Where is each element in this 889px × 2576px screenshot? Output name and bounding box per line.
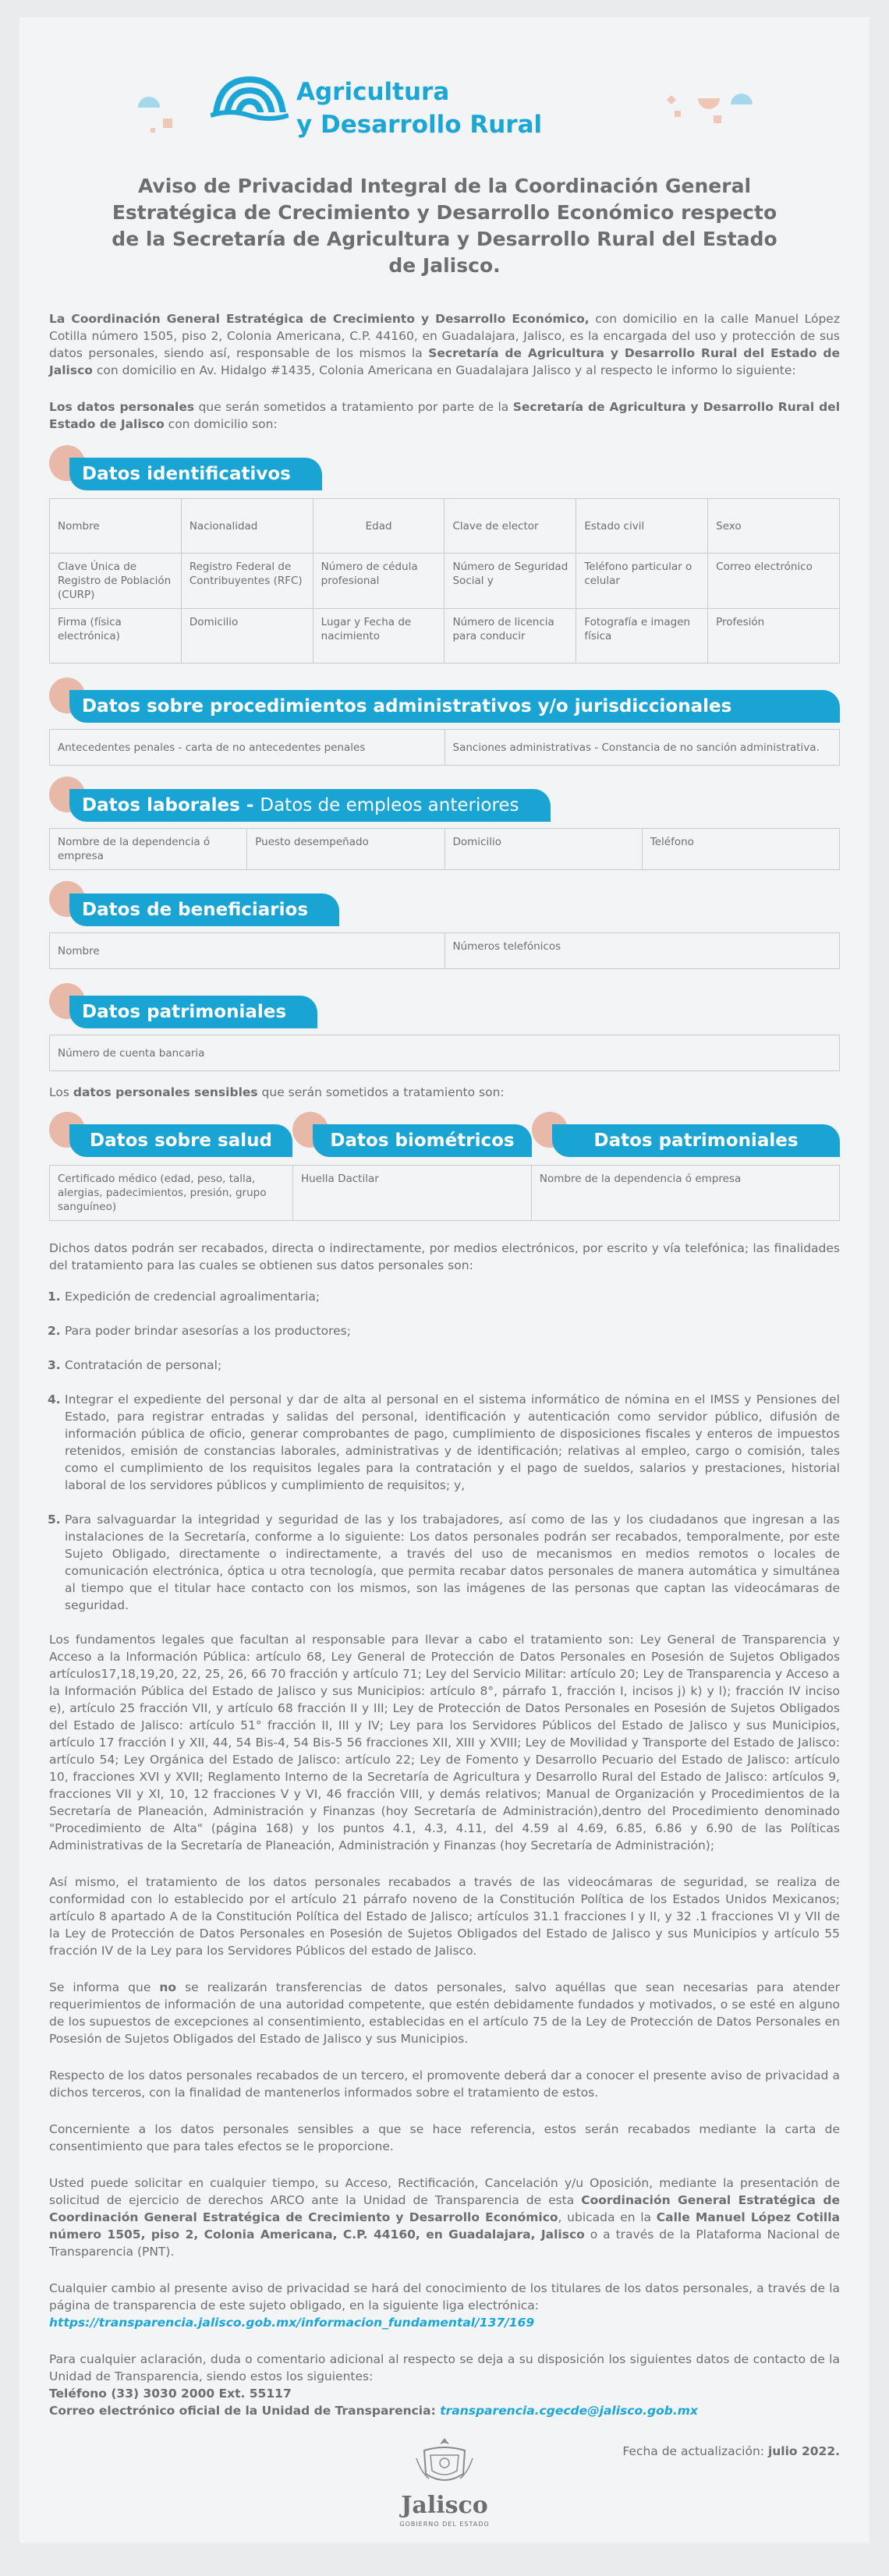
transferencias-text-1: Se informa que [49, 1980, 160, 1994]
decorative-shapes [136, 87, 183, 134]
datos-text-2: con domicilio son: [164, 417, 278, 431]
section-laborales [49, 777, 840, 870]
list-number: 4. [48, 1392, 61, 1407]
transferencias-bold: no [159, 1980, 177, 1994]
section-beneficiarios [49, 881, 840, 969]
table-cell: Nacionalidad [181, 499, 313, 554]
table-cell: Domicilio [444, 829, 642, 870]
laborales-table [49, 828, 840, 870]
table-cell: Lugar y Fecha de nacimiento [313, 609, 444, 663]
list-number: 5. [48, 1513, 61, 1527]
arco-text-1: Usted puede solicitar en cualquier tiempo, su Acceso, Rectificación, Cancelación y/u Oposición, mediante la presentación de solicitud de ejercicio de derechos ARCO ante la Unidad de Transparencia de esta [49, 2176, 840, 2207]
banner-patrimoniales-sensibles: Datos patrimoniales [552, 1124, 840, 1157]
list-item [49, 1511, 840, 1614]
transparencia-link[interactable]: https://transparencia.jalisco.gob.mx/informacion_fundamental/137/169 [49, 2316, 535, 2330]
banner-beneficiarios: Datos de beneficiarios [69, 893, 339, 926]
sensibles-text-1: Los [49, 1085, 73, 1099]
contacto-correo-label: Correo electrónico oficial de la Unidad de Transparencia: [49, 2404, 441, 2418]
list-item [49, 1322, 840, 1339]
banner-biometricos: Datos biométricos [313, 1124, 532, 1157]
finalidades-list [49, 1288, 840, 1614]
tercero-paragraph: Respecto de los datos personales recabados de un tercero, el promovente deberá dar a conocer el presente aviso de privacidad a dichos terceros, con la finalidad de mantenerlos informados sobre el tratamiento de estos. [49, 2068, 840, 2100]
intro-text-1: con domicilio en la calle Manuel López Cotilla número 1505, piso 2, Colonia Americana, C.P. 44160, en Guadalajara, Jalisco, es la encargada del uso y protección de sus datos personales, siendo así, responsable de los mismos la [49, 312, 840, 360]
fecha-label: Fecha de actualización: [622, 2444, 768, 2458]
list-item [49, 1288, 840, 1305]
banner-wrap [49, 1112, 292, 1159]
banner-wrap [532, 1112, 840, 1159]
header [19, 17, 870, 150]
table-cell: Nombre de la dependencia ó empresa [531, 1166, 839, 1221]
jalisco-crest-icon [413, 2435, 476, 2489]
arco-text-3: o a través de la Plataforma Nacional de Transparencia (PNT). [49, 2227, 840, 2259]
banner-wrap [49, 881, 840, 926]
table-cell: Edad [313, 499, 444, 554]
contacto-text: Para cualquier aclaración, duda o comentario adicional al respecto se deja a su disposición los siguientes datos de contacto de la Unidad de Transparencia, siendo estos los siguientes: [49, 2352, 840, 2383]
list-item [49, 1391, 840, 1494]
cambios-paragraph [49, 2280, 840, 2331]
secretaria-name: Secretaría de Agricultura y Desarrollo Rural del Estado de Jalisco [49, 346, 840, 377]
document-page [19, 17, 870, 2543]
org-name: La Coordinación General Estratégica de Crecimiento y Desarrollo Económico, [49, 312, 590, 326]
table-cell: Puesto desempeñado [247, 829, 444, 870]
sensibles-table [49, 1165, 840, 1221]
arco-paragraph [49, 2174, 840, 2260]
decorative-shapes [667, 84, 753, 139]
sensibles-intro [49, 1084, 840, 1101]
table-cell: Sanciones administrativas - Constancia de no sanción administrativa. [444, 730, 840, 766]
list-text: Integrar el expediente del personal y dar de alta al personal en el sistema informático de nómina en el IMSS y Pensiones del Estado, para registrar entradas y salidas del personal, identificación y autenticación como servidor público, difusión de información pública de oficio, generar comprobantes de pago, cumplimiento de disposiciones fiscales y enteros de impuestos retenidos, emisión de constancias laborales, administrativas y de identificación; relativas al empleo, cargo o comisión, tales como el cumplimiento de los requisitos legales para la contratación y el pago de sueldos, salarios y prestaciones, historial laboral de los servidores públicos y cumplimiento de requisitos; y, [65, 1392, 840, 1492]
jalisco-logo [19, 2435, 870, 2528]
table-cell: Estado civil [576, 499, 708, 554]
table-cell: Registro Federal de Contribuyentes (RFC) [181, 554, 313, 609]
table-cell: Número de cédula profesional [313, 554, 444, 609]
banner-identificativos: Datos identificativos [69, 458, 322, 490]
banner-wrap [49, 445, 840, 490]
beneficiarios-table [49, 932, 840, 969]
table-cell: Números telefónicos [444, 933, 840, 969]
list-text: Contratación de personal; [65, 1358, 222, 1372]
contacto-paragraph [49, 2351, 840, 2419]
arco-text-2: , ubicada en la [558, 2210, 657, 2224]
brand-line-2: y Desarrollo Rural [296, 111, 543, 139]
agricultura-logo-icon [211, 72, 289, 134]
banner-wrap [49, 678, 840, 723]
arco-bold-1: Coordinación General Estratégica de Coordinación General Estratégica de Crecimiento y Desarrollo Económico [49, 2193, 840, 2224]
table-cell: Clave Única de Registro de Población (CURP) [50, 554, 182, 609]
fundamentos-paragraph: Los fundamentos legales que facultan al responsable para llevar a cabo el tratamiento son: Ley General de Transparencia y Acceso a la Información Pública: artículo 68, Ley General de Protección de Datos Personales en Posesión de Sujetos Obligados artículos17,18,19,20, 22, 25, 26, 66 70 fracción y artículo 71; Ley del Servicio Militar: artículo 20; Ley de Transparencia y Acceso a la Información Pública del Estado de Jalisco y sus Municipios: artículo 8°, párrafo 1, fracción I, incisos j) k) y l); fracción IV inciso e), artículo 25 fracción VII, y artículo 68 fracción II y III; Ley de Protección de Datos Personales en Posesión de Sujetos Obligados del Estado de Jalisco: artículo 51° fracción II, III y IV; Ley para los Servidores Públicos del Estado de Jalisco y sus Municipios, artículo 17 fracción I y XII, 44, 54 Bis-4, 54 Bis-5 56 fracciones XII, XIII y XVIII; Ley de Movilidad y Transporte del Estado de Jalisco: artículo 54; Ley Orgánica del Estado de Jalisco: artículo 22; Ley de Fomento y Desarrollo Pecuario del Estado de Jalisco: artículo 10, fracciones XVI y XVII; Reglamento Interno de la Secretaría de Agricultura y Desarrollo Rural del Estado de Jalisco: artículos 9, fracciones VII y XI, 10, 12 fracciones V y VI, 46 fracción VIII, y demás relativos; Manual de Organización y Procedimientos de la Secretaría de Planeación, Administración y Finanzas (hoy Secretaría de Administración),dentro del Procedimiento denominado "Procedimiento de Alta" (página 168) y los puntos 4.1, 4.3, 4.11, del 4.59 al 4.69, 6.85, 6.86 y 6.90 de las Políticas Administrativas de la Secretaría de Planeación, Administración y Finanzas (hoy Secretaría de Administración); [49, 1633, 840, 1852]
list-item [49, 1357, 840, 1374]
table-cell: Certificado médico (edad, peso, talla, alergias, padecimientos, presión, grupo sanguíneo) [50, 1166, 293, 1221]
arco-bold-2: Calle Manuel López Cotilla número 1505, piso 2, Colonia Americana, C.P. 44160, en Guadalajara, Jalisco [49, 2210, 840, 2242]
intro-paragraph [49, 310, 840, 379]
list-number: 3. [48, 1358, 61, 1372]
banner-patrimoniales: Datos patrimoniales [69, 996, 317, 1028]
banner-wrap [49, 983, 840, 1028]
list-number: 1. [48, 1290, 61, 1304]
brand-name [296, 76, 542, 141]
contacto-telefono: Teléfono (33) 3030 2000 Ext. 55117 [49, 2387, 292, 2401]
correo-link[interactable]: transparencia.cgecde@jalisco.gob.mx [440, 2404, 698, 2418]
table-cell: Nombre [50, 499, 182, 554]
table-cell: Profesión [708, 609, 840, 663]
recabados-paragraph: Dichos datos podrán ser recabados, directa o indirectamente, por medios electrónicos, por escrito y vía telefónica; las finalidades del tratamiento para las cuales se obtienen sus datos personales son: [49, 1241, 840, 1272]
table-cell: Firma (física electrónica) [50, 609, 182, 663]
videocamaras-paragraph: Así mismo, el tratamiento de los datos personales recabados a través de las videocámaras de seguridad, se realiza de conformidad con lo establecido por el artículo 21 párrafo noveno de la Constitución Política de los Estados Unidos Mexicanos; artículo 8 apartado A de la Constitución Política del Estado de Jalisco; artículos 31.1 fracciones I y II, y 32 .1 fracciones VI y VII de la Ley de Protección de Datos Personales en Posesión de Sujetos Obligados del Estado de Jalisco y sus Municipios y artículo 55 fracción IV de la Ley para los Servidores Públicos del estado de Jalisco. [49, 1875, 840, 1958]
brand-line-1: Agricultura [296, 78, 450, 106]
banner-procedimientos: Datos sobre procedimientos administrativos y/o jurisdiccionales [69, 690, 840, 723]
identificativos-table [49, 498, 840, 663]
transferencias-text-2: se realizarán transferencias de datos personales, salvo aquéllas que sean necesarias para atender requerimientos de información de una autoridad competente, que estén debidamente fundados y motivados, o se esté en alguno de los supuestos de excepciones al consentimiento, establecidas en el artículo 75 de la Ley de Protección de Datos Personales en Posesión de Sujetos Obligados del Estado de Jalisco y sus Municipios. [49, 1980, 840, 2046]
table-cell: Teléfono [642, 829, 839, 870]
procedimientos-table [49, 729, 840, 766]
section-sensibles [49, 1112, 840, 1221]
banner-laborales [69, 789, 551, 822]
banner-laborales-bold: Datos laborales - [82, 795, 260, 816]
banner-salud: Datos sobre salud [69, 1124, 292, 1157]
patrimoniales-table [49, 1035, 840, 1071]
table-cell: Teléfono particular o celular [576, 554, 708, 609]
table-cell: Fotografía e imagen física [576, 609, 708, 663]
table-cell: Número de Seguridad Social y [444, 554, 576, 609]
section-procedimientos [49, 678, 840, 766]
banner-laborales-light: Datos de empleos anteriores [260, 795, 519, 816]
section-patrimoniales [49, 983, 840, 1071]
fecha-value: julio 2022. [767, 2444, 840, 2458]
table-cell: Número de cuenta bancaria [50, 1035, 840, 1071]
intro-text-2: con domicilio en Av. Hidalgo #1435, Colonia Americana en Guadalajara Jalisco y al respecto le informo lo siguiente: [92, 363, 796, 377]
table-cell: Domicilio [181, 609, 313, 663]
cambios-text: Cualquier cambio al presente aviso de privacidad se hará del conocimiento de los titulares de los datos personales, a través de la página de transparencia de este sujeto obligado, en la siguiente liga electrónica: [49, 2281, 840, 2312]
page-title: Aviso de Privacidad Integral de la Coordinación General Estratégica de Crecimiento y Desarrollo Económico respecto de la Secretaría de Agricultura y Desarrollo Rural del Estado de Jalisco. [112, 175, 777, 277]
sensibles-paragraph: Concerniente a los datos personales sensibles a que se hace referencia, estos serán recabados mediante la carta de consentimiento que para tales efectos se le proporcione. [49, 2122, 840, 2153]
datos-bold-2: Secretaría de Agricultura y Desarrollo Rural del Estado de Jalisco [49, 400, 841, 431]
banner-wrap [292, 1112, 532, 1159]
list-number: 2. [48, 1324, 61, 1338]
table-cell: Antecedentes penales - carta de no antecedentes penales [50, 730, 445, 766]
table-cell: Nombre de la dependencia ó empresa [50, 829, 247, 870]
sensibles-text-2: que serán sometidos a tratamiento son: [257, 1085, 505, 1099]
transferencias-paragraph [49, 1979, 840, 2047]
footer-logo-text: Jalisco [401, 2492, 488, 2519]
datos-bold-1: Los datos personales [49, 400, 195, 414]
table-cell: Clave de elector [444, 499, 576, 554]
table-cell: Sexo [708, 499, 840, 554]
table-cell: Nombre [50, 933, 445, 969]
footer-logo-sub: GOBIERNO DEL ESTADO [399, 2521, 490, 2528]
section-identificativos [49, 445, 840, 663]
table-cell: Correo electrónico [708, 554, 840, 609]
table-cell: Número de licencia para conducir [444, 609, 576, 663]
datos-intro [49, 398, 840, 433]
list-text: Expedición de credencial agroalimentaria; [65, 1290, 321, 1304]
banner-wrap [49, 777, 840, 822]
list-text: Para salvaguardar la integridad y seguridad de las y los trabajadores, así como de las y los ciudadanos que ingresan a las instalaciones de la Secretaría, conforme a lo siguiente: Los datos personales podrán ser recabados, temporalmente, por este Sujeto Obligado, directamente o indirectamente, a través del uso de mecanismos en medios remotos o locales de comunicación electrónica, óptica u otra tecnología, que permita recabar datos personales de manera automática y simultánea al tiempo que el titular hace contacto con los mismos, son las imágenes de las personas que captan las videocámaras de seguridad. [65, 1513, 840, 1612]
sensibles-banners [49, 1112, 840, 1159]
datos-text-1: que serán sometidos a tratamiento por parte de la [194, 400, 513, 414]
table-cell: Huella Dactilar [293, 1166, 532, 1221]
sensibles-bold: datos personales sensibles [73, 1085, 258, 1099]
list-text: Para poder brindar asesorías a los productores; [65, 1324, 351, 1338]
